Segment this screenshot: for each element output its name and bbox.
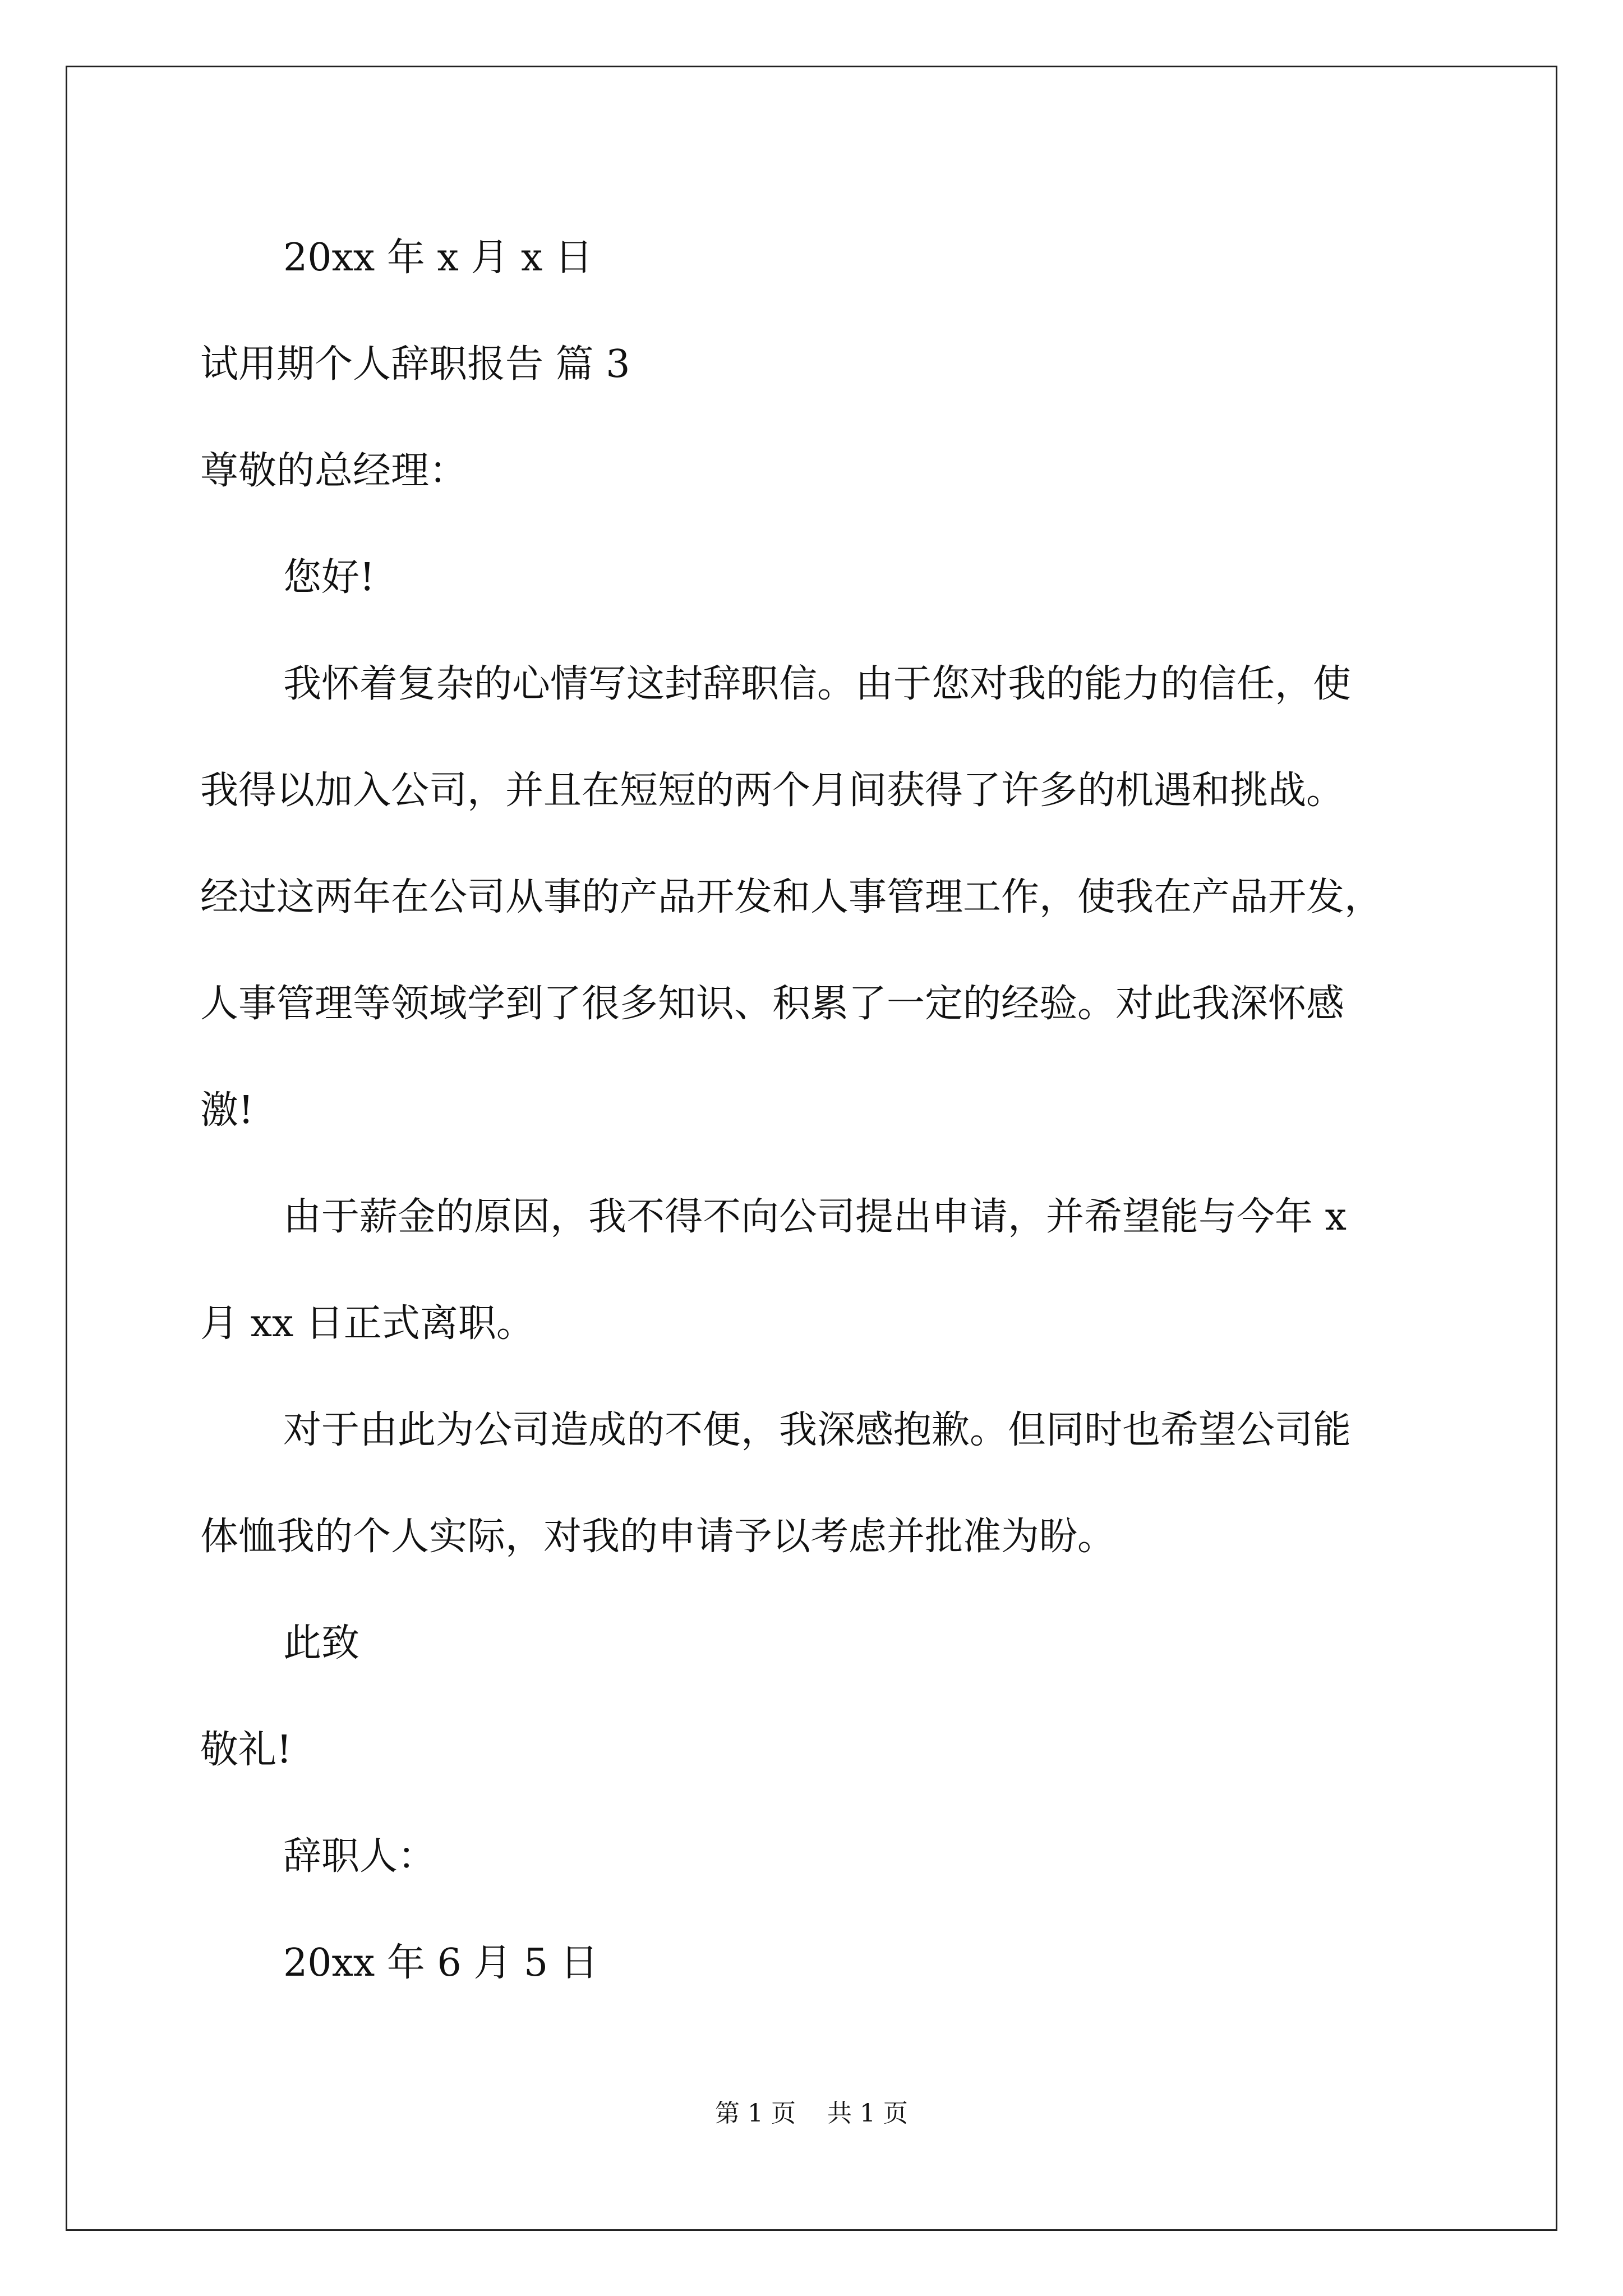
salutation: 尊敬的总经理： — [200, 449, 468, 493]
paragraph-line: 对于由此为公司造成的不便，我深感抱歉。但同时也希望公司能 — [283, 1408, 1352, 1452]
document-title: 试用期个人辞职报告 篇 3 — [200, 342, 630, 386]
date-bottom: 20xx 年 6 月 5 日 — [283, 1941, 598, 1985]
date-top: 20xx 年 x 月 x 日 — [283, 236, 593, 280]
signer-label: 辞职人： — [283, 1834, 436, 1879]
paragraph-line: 我怀着复杂的心情写这封辞职信。由于您对我的能力的信任，使 — [283, 662, 1352, 706]
greeting: 您好! — [283, 555, 375, 600]
paragraph-line: 由于薪金的原因，我不得不向公司提出申请，并希望能与今年 x — [283, 1195, 1347, 1239]
page-footer: 第 1 页 共 1 页 — [715, 2099, 908, 2128]
paragraph-line: 体恤我的个人实际，对我的申请予以考虑并批准为盼。 — [200, 1515, 1116, 1559]
paragraph-line: 月 xx 日正式离职。 — [200, 1301, 534, 1346]
closing-2: 敬礼! — [200, 1728, 292, 1772]
paragraph-line: 经过这两年在公司从事的产品开发和人事管理工作，使我在产品开发， — [200, 875, 1383, 919]
paragraph-line: 我得以加入公司，并且在短短的两个月间获得了许多的机遇和挑战。 — [200, 769, 1345, 813]
closing-1: 此致 — [283, 1621, 360, 1665]
paragraph-line: 人事管理等领域学到了很多知识、积累了一定的经验。对此我深怀感 — [200, 982, 1345, 1026]
paragraph-line: 激! — [200, 1088, 254, 1133]
